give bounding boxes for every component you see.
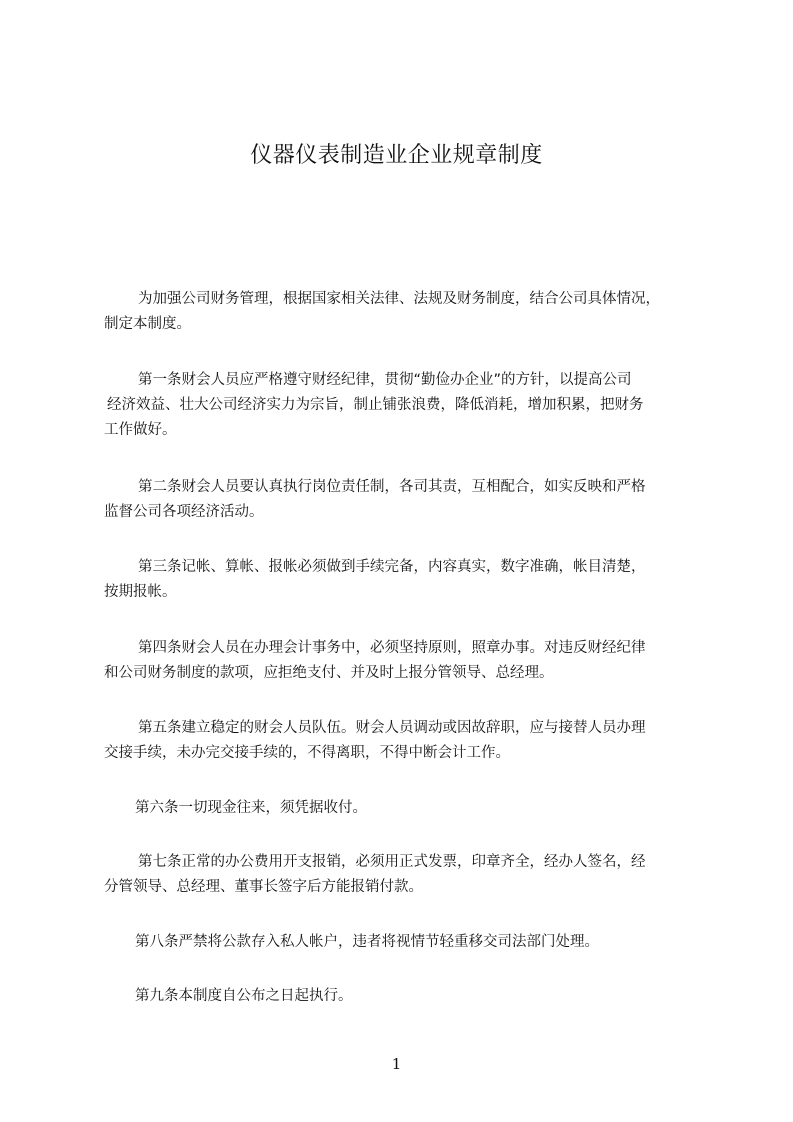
- paragraph-line: 工作做好。: [104, 422, 177, 438]
- paragraph-article-1: [104, 368, 704, 443]
- paragraph-line: 经济效益、壮大公司经济实力为宗旨，制止铺张浪费，降低消耗，增加积累，把财务: [107, 397, 644, 413]
- document-title: 仪器仪表制造业企业规章制度: [250, 143, 543, 168]
- paragraph-article-8: [104, 930, 704, 955]
- paragraph-article-6: [104, 796, 704, 821]
- paragraph-line: 为加强公司财务管理，根据国家相关法律、法规及财务制度，结合公司具体情况，: [138, 291, 660, 307]
- page-number: 1: [391, 1055, 402, 1073]
- paragraph-article-3: [104, 555, 704, 605]
- paragraph-line: 第四条财会人员在办理会计事务中，必须坚持原则，照章办事。对违反财经纪律: [138, 640, 646, 656]
- paragraph-line: 交接手续，未办完交接手续的，不得离职，不得中断会计工作。: [104, 745, 510, 761]
- paragraph-line: 第八条严禁将公款存入私人帐户，违者将视情节轻重移交司法部门处理。: [135, 934, 599, 950]
- paragraph-line: 第二条财会人员要认真执行岗位责任制，各司其责，互相配合，如实反映和严格: [138, 479, 646, 495]
- paragraph-intro: [104, 287, 704, 337]
- paragraph-line: 第三条记帐、算帐、报帐必须做到手续完备，内容真实，数字准确，帐目清楚，: [138, 559, 646, 575]
- paragraph-article-4: [104, 636, 704, 686]
- paragraph-line: 制定本制度。: [104, 316, 191, 332]
- paragraph-article-7: [104, 850, 704, 900]
- paragraph-line: 监督公司各项经济活动。: [104, 504, 264, 520]
- paragraph-line: 按期报帐。: [104, 584, 177, 600]
- paragraph-line: 第五条建立稳定的财会人员队伍。财会人员调动或因故辞职，应与接替人员办理: [138, 720, 646, 736]
- paragraph-line: 分管领导、总经理、董事长签字后方能报销付款。: [104, 879, 423, 895]
- paragraph-line: 和公司财务制度的款项，应拒绝支付、并及时上报分管领导、总经理。: [104, 665, 554, 681]
- paragraph-line: 第九条本制度自公布之日起执行。: [135, 988, 353, 1004]
- paragraph-line: 第一条财会人员应严格遵守财经纪律，贯彻“勤俭办企业”的方针，以提高公司: [138, 372, 632, 388]
- paragraph-article-2: [104, 475, 704, 525]
- paragraph-line: 第六条一切现金往来，须凭据收付。: [135, 800, 367, 816]
- paragraph-article-5: [104, 716, 704, 766]
- paragraph-article-9: [104, 984, 704, 1009]
- paragraph-line: 第七条正常的办公费用开支报销，必须用正式发票，印章齐全，经办人签名，经: [138, 854, 646, 870]
